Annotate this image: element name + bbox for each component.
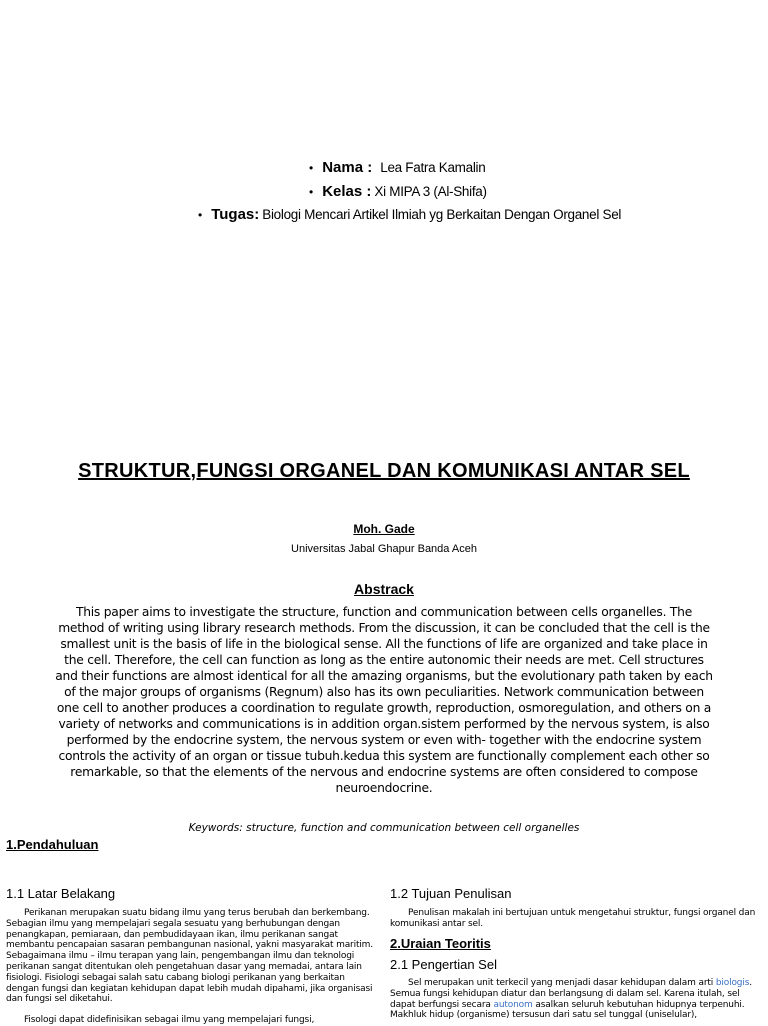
subsection-heading-pengertian-sel: 2.1 Pengertian Sel xyxy=(390,957,497,972)
paper-title: STRUKTUR,FUNGSI ORGANEL DAN KOMUNIKASI ANTAR SEL xyxy=(78,460,690,482)
bullet-icon: • xyxy=(309,185,314,199)
abstract-text: This paper aims to investigate the structure, function and communication between cells organelles. The method of writing using library research methods. From the discussion, it can be concluded that the cell is the smallest unit is the basis of life in the biological sense. All the functions of life are organized and take place in the cell. Therefore, the cell can function as long as the entire autonomic their needs are met. Cell structures and their functions are almost identical for all the amazing organisms, but the evolutionary path taken by each of the major groups of organisms (Regnum) also has its own peculiarities. Network communication between one cell to another produces a coordination to regulate growth, reproduction, osmoregulation, and others on a variety of networks and communications is in addition organ.sistem performed by the nervous system, is also performed by the endocrine system, the nervous system or even with- together with the endocrine system controls the activity of an organ or tissue tubuh.kedua this system are functionally complement each other so remarkable, so that the elements of the nervous and endocrine systems are often considered to compose neuroendocrine. xyxy=(55,605,713,795)
info-nama-row xyxy=(309,159,485,176)
paragraph-latar-belakang: Perikanan merupakan suatu bidang ilmu yang terus berubah dan berkembang. Sebagian ilmu yang mempelajari segala sesuatu yang berhubungan dengan penangkapan, pemiaraan, dan pembudidayaan ikan, ilmu perikanan sangat membantu pencapaian sasaran pembangunan nasional, yakni masyarakat maritim. Sebagaimana ilmu – ilmu terapan yang lain, pengembangan ilmu dan teknologi perikanan sangat ditentukan oleh pengetahuan dasar yang memadai, antara lain fisiologi. Fisiologi sebagai salah satu cabang biologi perikanan yang berkaitan dengan fungsi dan kegiatan kehidupan dapat lebih mudah dipahami, jika organisasi dan fungsi sel diketahui. xyxy=(6,908,374,1005)
section-heading-pendahuluan: 1.Pendahuluan xyxy=(6,837,99,852)
keywords: Keywords: structure, function and communication between cell organelles xyxy=(188,822,580,834)
subsection-heading-tujuan: 1.2 Tujuan Penulisan xyxy=(390,886,512,901)
info-kelas-row xyxy=(309,183,487,200)
kelas-label: Kelas : xyxy=(322,183,372,200)
bullet-icon: • xyxy=(198,208,203,222)
tugas-label: Tugas: xyxy=(211,206,260,223)
kelas-value: Xi MIPA 3 (Al-Shifa) xyxy=(374,184,487,199)
bullet-icon: • xyxy=(309,161,314,175)
paragraph-fisiologi: Fisologi dapat didefinisikan sebagai ilmu yang mempelajari fungsi, xyxy=(24,1015,315,1025)
paragraph-text-1: Sel merupakan unit terkecil yang menjadi dasar kehidupan dalam arti xyxy=(408,978,716,988)
link-autonom[interactable]: autonom xyxy=(493,999,533,1010)
paragraph-text-3: asalkan seluruh kebutuhan hidupnya terpenuhi. Makhluk hidup (organisme) tersusun dari satu sel tunggal (uniselular), xyxy=(390,999,745,1021)
paragraph-tujuan: Penulisan makalah ini bertujuan untuk mengetahui struktur, fungsi organel dan komunikasi antar sel. xyxy=(390,908,756,929)
nama-value: Lea Fatra Kamalin xyxy=(380,160,486,175)
subsection-heading-latar-belakang: 1.1 Latar Belakang xyxy=(6,886,116,901)
section-heading-uraian-teoritis: 2.Uraian Teoritis xyxy=(390,936,491,951)
paper-affiliation: Universitas Jabal Ghapur Banda Aceh xyxy=(291,543,477,555)
tugas-value: Biologi Mencari Artikel Ilmiah yg Berkaitan Dengan Organel Sel xyxy=(262,207,622,222)
abstract-heading: Abstrack xyxy=(354,581,414,597)
link-biologis[interactable]: biologis xyxy=(715,978,750,988)
paper-author: Moh. Gade xyxy=(353,522,415,536)
nama-label: Nama : xyxy=(322,159,373,176)
paragraph-text-2: . Semua fungsi kehidupan diatur dan berlangsung di dalam sel. Karena itulah, sel dapat berfungsi secara xyxy=(390,978,752,1010)
paragraph-pengertian-sel xyxy=(390,978,762,1021)
info-tugas-row xyxy=(198,206,621,223)
